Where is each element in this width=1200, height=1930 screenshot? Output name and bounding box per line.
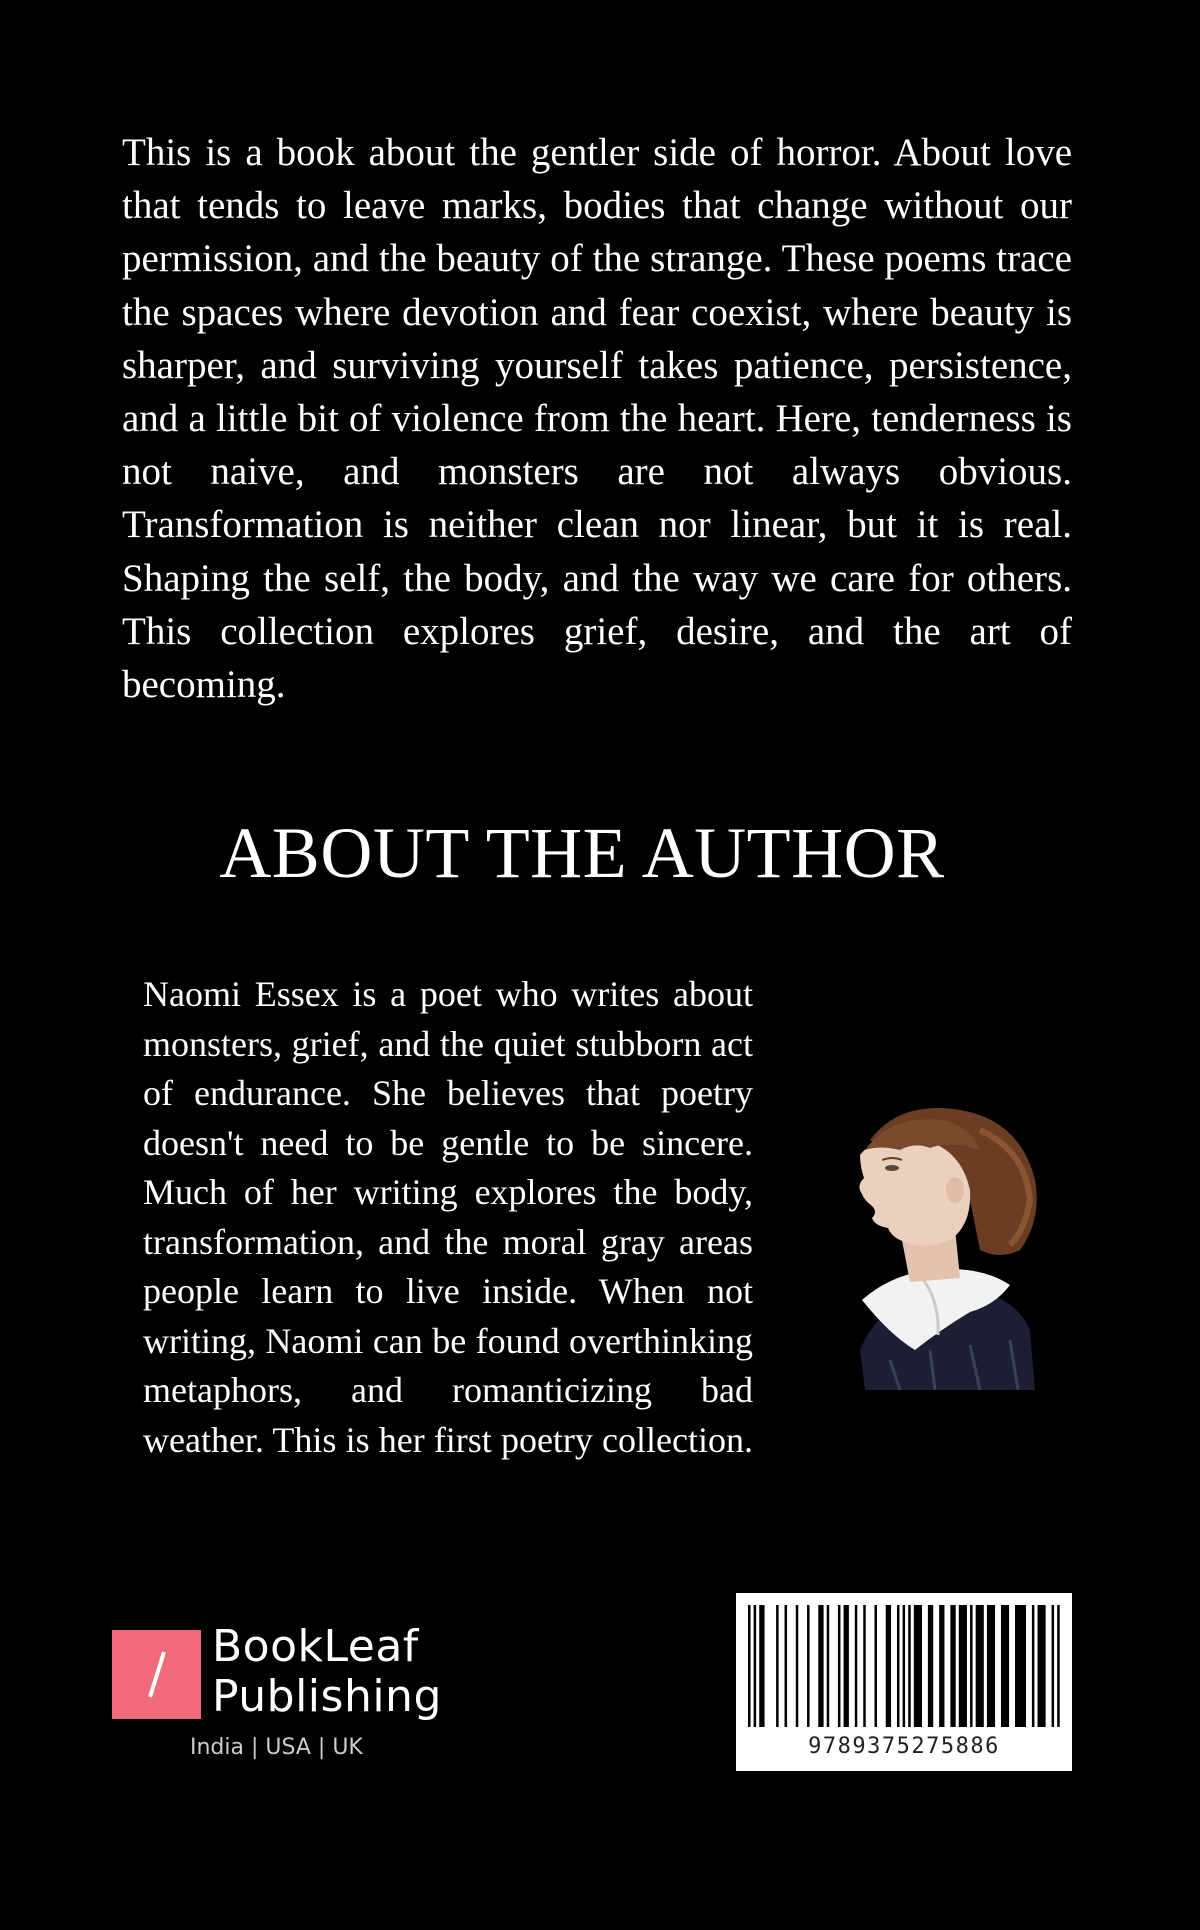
author-bio: Naomi Essex is a poet who writes about monsters, grief, and the quiet stubborn act of endurance. She believes that poetry doesn't need to be gentle to be sincere. Much of her writing explores the body, transformation, and the moral gray areas people learn to live inside. When not writing, Naomi can be found overthinking metaphors, and romanticizing bad weather. This is her first poetry collection.	[143, 974, 753, 1460]
barcode-bar	[976, 1605, 984, 1727]
back-cover-blurb: This is a book about the gentler side of horror. About love that tends to leave marks, bodies that change without our permission, and the beauty of the strange. These poems trace the spaces where devotion and fear coexist, where beauty is sharper, and surviving yourself takes patience, persistence, and a little bit of violence from the heart. Here, tenderness is not naive, and monsters are not always obvious. Transformation is neither clean nor linear, but it is real. Shaping the self, the body, and the way we care for others. This collection explores grief, desire, and the art of becoming.	[122, 131, 1072, 707]
barcode-bar	[908, 1605, 911, 1727]
barcode-bar	[928, 1605, 933, 1727]
barcode-bar	[759, 1605, 764, 1727]
author-photo	[820, 1100, 1050, 1390]
publisher-name-line1: BookLeaf	[212, 1621, 419, 1672]
barcode-bars	[748, 1605, 1060, 1727]
barcode-bar	[959, 1605, 967, 1727]
barcode-bar	[754, 1605, 757, 1727]
publisher-logo-mark	[112, 1630, 201, 1719]
barcode-bar	[844, 1605, 849, 1727]
barcode-bar	[776, 1605, 779, 1727]
isbn-barcode	[736, 1593, 1072, 1771]
barcode-bar	[863, 1605, 866, 1727]
publisher-name	[212, 1622, 442, 1722]
barcode-bar	[939, 1605, 944, 1727]
barcode-bar	[897, 1605, 900, 1727]
barcode-bar	[1038, 1605, 1046, 1727]
publisher-logo	[112, 1621, 472, 1765]
barcode-bar	[886, 1605, 891, 1727]
barcode-bar	[796, 1605, 799, 1727]
about-author-heading: ABOUT THE AUTHOR	[219, 813, 945, 893]
publisher-name-line2: Publishing	[212, 1671, 442, 1722]
barcode-bar	[748, 1605, 751, 1727]
barcode-bar	[1057, 1605, 1060, 1727]
barcode-bar	[903, 1605, 906, 1727]
publisher-regions: India | USA | UK	[190, 1735, 363, 1760]
barcode-bar	[1015, 1605, 1026, 1727]
barcode-bar	[1052, 1605, 1055, 1727]
barcode-bar	[785, 1605, 788, 1727]
barcode-bar	[838, 1605, 841, 1727]
barcode-bar	[914, 1605, 922, 1727]
barcode-bar	[807, 1605, 810, 1727]
barcode-bar	[970, 1605, 973, 1727]
barcode-bar	[855, 1605, 858, 1727]
barcode-bar	[818, 1605, 823, 1727]
isbn-number: 9789375275886	[808, 1734, 1000, 1759]
barcode-bar	[874, 1605, 877, 1727]
barcode-bar	[827, 1605, 830, 1727]
barcode-bar	[987, 1605, 995, 1727]
barcode-bar	[1032, 1605, 1035, 1727]
barcode-bar	[1001, 1605, 1009, 1727]
barcode-bar	[950, 1605, 955, 1727]
